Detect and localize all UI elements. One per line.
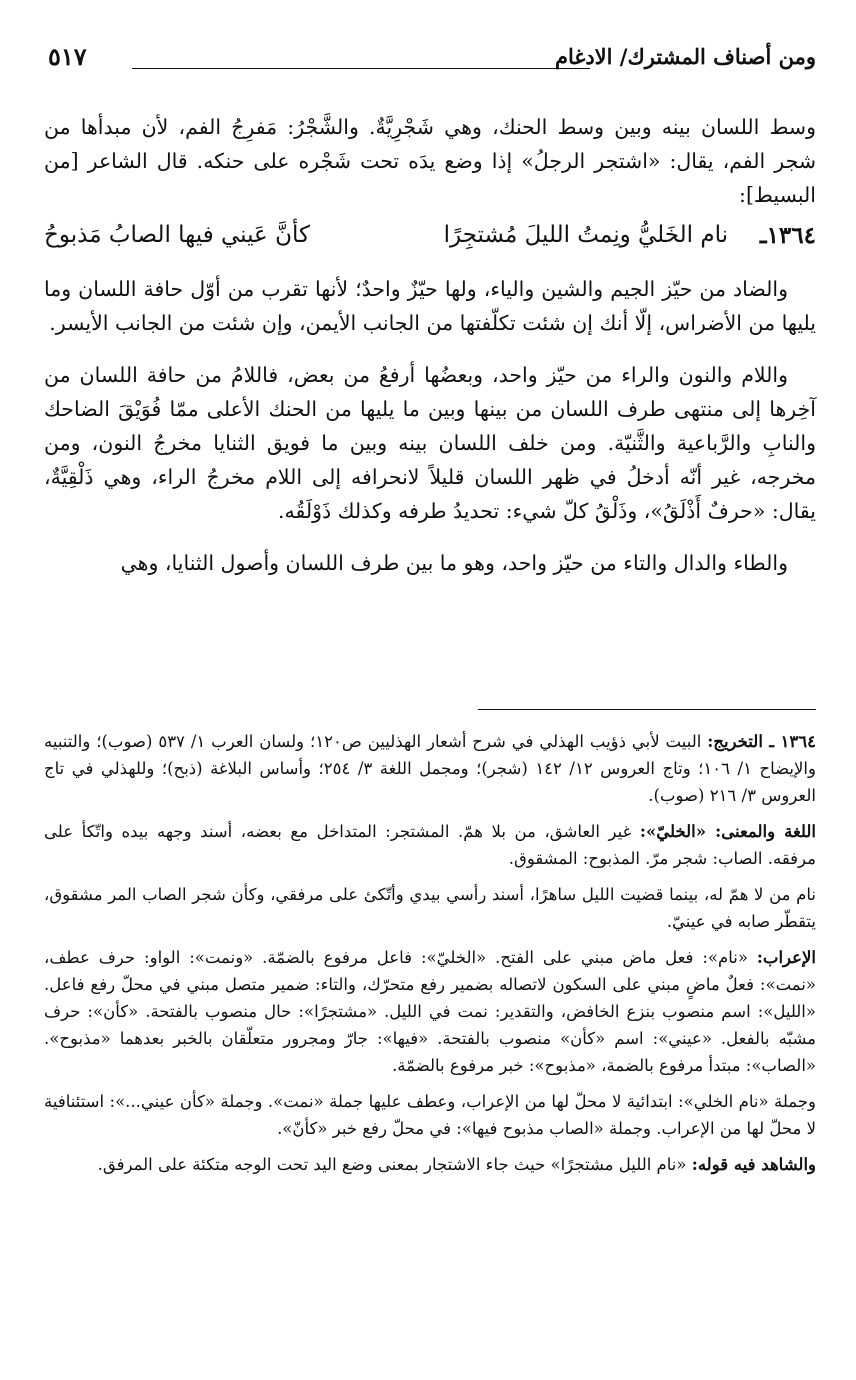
irab-text: «نام»: فعل ماض مبني على الفتح. «الخليّ»: فاعل مرفوع بالضمّة. «ونمت»: الواو: حرف عطف، «نمت»: فعلٌ ماضٍ مبني على السكون لاتصاله بضمير رفع متحرّك، والتاء: ضمير متصل مبني في محلّ رفع فاعل. «الليل»: اسم منصوب بنزع الخافض، والتقدير: نمت في الليل. «مشتجرًا»: حال منصوب بالفتحة. «كأن»: حرف مشبّه بالفعل. «عيني»: اسم «كأن» منصوب بالفتحة. «فيها»: جارّ ومجرور متعلّقان بالخبر بعدهما «مذبوح». «الصاب»: مبتدأ مرفوع بالضمة، «مذبوح»: خبر مرفوع بالضمّة. [44,948,816,1075]
verse-hemistich-1: نام الخَليُّ ونِمتُ الليلَ مُشتجِرًا [443,222,728,248]
shahid-label: والشاهد فيه قوله: [691,1155,816,1174]
footnote-maana: نام من لا همّ له، بينما قضيت الليل ساهرًا، أسند رأسي بيدي وأتّكئ على مرفقي، وكأن شجر الصاب المر مشقوق، يتقطّر صابه في عينيّ. [44,885,816,931]
page-number: ٥١٧ [48,42,87,71]
paragraph-2: والضاد من حيّز الجيم والشين والياء، ولها حيّزٌ واحدٌ؛ لأنها تقرب من أوّل حافة اللسان وما يليها من الأضراس، إلّا أنك إن شئت تكلّفتها من الجانب الأيمن، وإن شئت من الجانب الأيسر. [44,277,816,335]
footnote-takhrij [44,728,816,809]
footnote-lugha [44,818,816,872]
page-header [48,44,816,84]
irab-label: الإعراب: [756,948,816,967]
verse-number: ١٣٦٤ـ [759,222,816,249]
footnotes [44,728,816,1187]
footnote-jumal: وجملة «نام الخلي»: ابتدائية لا محلّ لها من الإعراب، وعطف عليها جملة «نمت». وجملة «كأن عيني...»: استئنافية لا محلّ لها من الإعراب. وجملة «الصاب مذبوح فيها»: في محلّ رفع خبر «كأنّ». [44,1092,816,1138]
lugha-text: غير العاشق، من بلا همّ. المشتجر: المتداخل مع بعضه، أسند وجهه بيده واتّكأ على مرفقه. الصاب: شجر مرّ. المذبوح: المشقوق. [44,822,816,868]
verse-1364 [44,222,816,266]
lugha-label: اللغة والمعنى: «الخليّ»: [639,822,816,841]
running-title: ومن أصناف المشترك/ الادغام [554,44,816,69]
header-rule [132,68,590,69]
footnote-separator [478,709,816,710]
paragraph-4: والطاء والدال والتاء من حيّز واحد، وهو ما بين طرف اللسان وأصول الثنايا، وهي [120,551,788,575]
takhrij-text: البيت لأبي ذؤيب الهذلي في شرح أشعار الهذليين ص١٢٠؛ ولسان العرب ١/ ٥٣٧ (صوب)؛ والتنبيه والإيضاح ١/ ١٠٦؛ وتاج العروس ١٢/ ١٤٢ (شجر)؛ ومجمل اللغة ٣/ ٢٥٤؛ وأساس البلاغة (ذبح)؛ وللهذلي في تاج العروس ٣/ ٢١٦ (صوب). [44,732,816,805]
verse-hemistich-2: كأنَّ عَيني فيها الصابُ مَذبوحُ [44,222,310,248]
footnote-shahid [44,1151,816,1178]
main-text [44,110,816,598]
takhrij-label: ١٣٦٤ ـ التخريج: [707,732,816,751]
paragraph-1: وسط اللسان بينه وبين وسط الحنك، وهي شَجْرِيَّةٌ. والشَّجْرُ: مَفرِجُ الفم، لأن مبدأها من شجر الفم، يقال: «اشتجر الرجلُ» إذا وضع يدَه تحت شَجْره على حنكه. قال الشاعر [من البسيط]: [44,115,816,207]
paragraph-3: واللام والنون والراء من حيّز واحد، وبعضُها أرفعُ من بعض، فاللامُ من حافة اللسان من آخِرها إلى منتهى طرف اللسان من بينها وبين ما يليها من الحنك الأعلى ممّا فُوَيْقَ الضاحك والنابِ والرَّباعية والثَّنيّة. ومن خلف اللسان بينه وبين ما فويق الثنايا مخرجُ النون، ومن مخرجه، غير أنّه أدخلُ في ظهر اللسان قليلاً لانحرافه إلى اللام مخرجُ الراء، وهي ذَلْقِيَّةٌ، يقال: «حرفٌ أَذْلَقُ»، وذَلْقُ كلّ شيء: تحديدُ طرفه وكذلك ذَوْلَقُه. [44,363,816,523]
footnote-irab [44,944,816,1079]
shahid-text: «نام الليل مشتجرًا» حيث جاء الاشتجار بمعنى وضع اليد تحت الوجه متكئة على المرفق. [97,1155,687,1174]
